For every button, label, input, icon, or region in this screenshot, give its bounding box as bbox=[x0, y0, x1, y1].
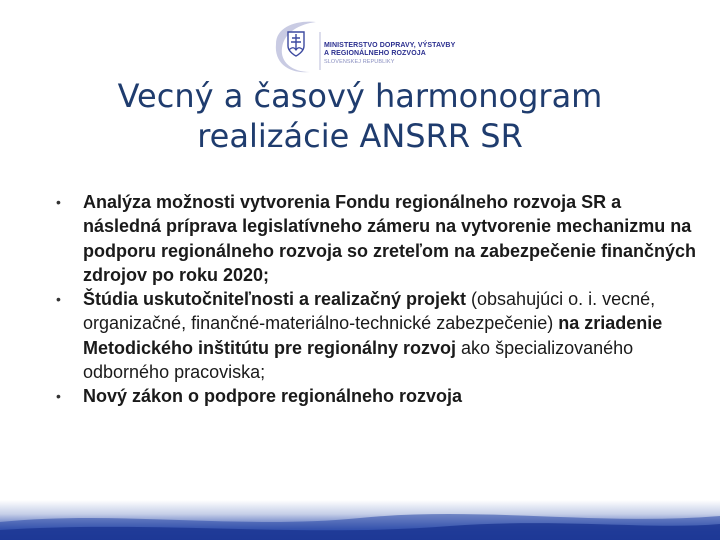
bullet-item-3 bbox=[48, 384, 698, 408]
bullet-2-bold-2: na zriadenie Metodického inštitútu pre regionálny rozvoj bbox=[83, 313, 663, 358]
title-line-2: realizácie ANSRR SR bbox=[197, 117, 523, 155]
logo-text bbox=[324, 42, 455, 66]
bullet-marker: • bbox=[56, 388, 61, 405]
slovak-coat-of-arms-icon bbox=[288, 32, 304, 56]
logo-line-1: MINISTERSTVO DOPRAVY, VÝSTAVBY bbox=[324, 42, 456, 49]
bullet-marker: • bbox=[56, 194, 61, 210]
logo-subline: SLOVENSKEJ REPUBLIKY bbox=[324, 59, 395, 65]
bullet-text-1: Analýza možnosti vytvorenia Fondu regionálneho rozvoja SR a následná príprava legislatívneho zámeru na vytvorenie mechanizmu na podporu regionálneho rozvoja so zreteľom na zabezpečenie finančných zdrojov po roku 2020; bbox=[83, 192, 697, 285]
bullet-2-bold-1: Štúdia uskutočniteľnosti a realizačný projekt bbox=[83, 289, 467, 310]
bullet-2-normal-2: ako špecializovaného odborného pracoviska; bbox=[83, 337, 634, 383]
ministry-logo bbox=[270, 18, 460, 76]
footer-wave-graphic bbox=[0, 500, 720, 540]
footer-wave-bar bbox=[0, 500, 720, 540]
title-line-1: Vecný a časový harmonogram bbox=[117, 77, 603, 115]
bullet-2-normal-1: (obsahujúci o. i. vecné, organizačné, finančné-materiálno-technické zabezpečenie) bbox=[83, 289, 656, 334]
bullet-text-3: Nový zákon o podpore regionálneho rozvoja bbox=[83, 386, 463, 407]
bullet-list bbox=[48, 190, 698, 409]
bullet-item-2 bbox=[48, 287, 698, 384]
bullet-marker: • bbox=[56, 291, 61, 308]
slide-title bbox=[0, 76, 720, 156]
logo-line-2: A REGIONÁLNEHO ROZVOJA bbox=[324, 50, 426, 57]
bullet-item-1 bbox=[48, 190, 698, 287]
